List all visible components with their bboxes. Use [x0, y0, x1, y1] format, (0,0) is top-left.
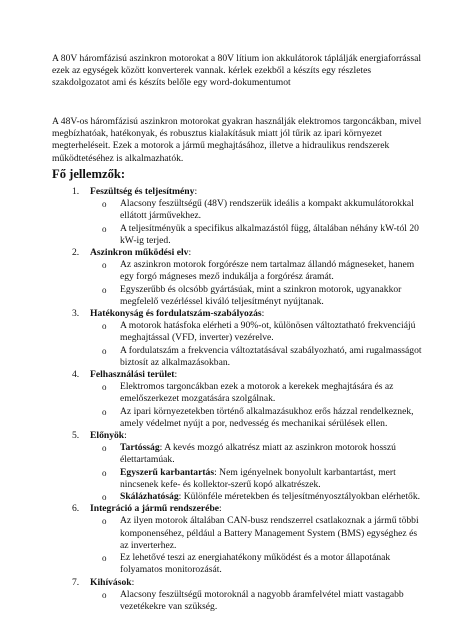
feature-title: Előnyök: [90, 430, 125, 442]
feature-title: Feszültség és teljesítmény: [90, 186, 195, 197]
feature-bullet-list: [90, 589, 424, 613]
bullet-icon: o: [102, 260, 107, 271]
feature-bullet-list: [90, 442, 424, 503]
feature-item: 3. Hatékonyság és fordulatszám-szabályozás: o A motorok hatásfoka elérheti a 90%-ot, különösen változtatható frekvenciájú meghajtással (VFD, inverter) vezérelve. o A fordulatszám a frekvencia változtatásával szabályozható, ami rugalmasságot biztosít az alkalmazásokban.: [52, 308, 424, 369]
feature-number: 2.: [72, 247, 80, 259]
feature-item: 4. Felhasználási terület: o Elektromos targoncákban ezek a motorok a kerekek meghajtására és az emelőszerkezet mozgatására szolgálnak. o Az ipari környezetekben történő alkalmazásukhoz erős házzal rendelkeznek, amely védelmet nyújt a por, nedvesség és mechanikai sérülések ellen.: [52, 369, 424, 430]
bullet-icon: o: [102, 492, 107, 503]
bullet-item: [90, 198, 424, 222]
bullet-item: [90, 259, 424, 283]
bullet-text: Egyszerűbb és olcsóbb gyártásúak, mint a szinkron motorok, ugyanakkor megfelelő vezérléssel kiváló teljesítményt nyújtanak.: [120, 283, 402, 307]
bullet-icon: o: [102, 516, 107, 527]
bullet-item: [90, 406, 424, 430]
feature-item: 7. Kihívások: o Alacsony feszültségű motoroknál a nagyobb áramfelvétel miatt vastagabb vezetékekre van szükség.: [52, 577, 424, 614]
feature-title: Felhasználási terület: [90, 369, 175, 381]
bullet-icon: o: [102, 284, 107, 295]
bullet-icon: o: [102, 406, 107, 417]
feature-item: 5. Előnyök: o Tartósság: A kevés mozgó alkatrész miatt az aszinkron motorok hosszú élettartamúak. o Egyszerű karbantartás: Nem igényelnek bonyolult karbantartást, mert nincsenek kefe- és kollektor-szerű kopó alkatrészek. o Skálázhatóság: Különféle méretekben és teljesítményosztályokban elérhetők.: [52, 430, 424, 503]
bullet-item: [90, 552, 424, 576]
feature-bullet-list: [90, 320, 424, 369]
bullet-item: [90, 320, 424, 344]
feature-number: 1.: [72, 186, 80, 197]
bullet-lead: Skálázhatóság: [120, 491, 179, 503]
bullet-lead: Tartósság: [120, 442, 160, 454]
intro-paragraph: A 80V háromfázisú aszinkron motorokat a 80V lítium ion akkulátorok táplálják energiaforrással ezek az egységek között konverterek vannak. kérlek ezekből a készíts egy részletes szakdolgozatot ami és készíts belőle egy word-dokumentumot: [52, 53, 422, 89]
bullet-icon: o: [102, 467, 107, 478]
feature-bullet-list: [90, 259, 424, 308]
section-heading: Fő jellemzők:: [52, 167, 126, 181]
feature-item: 1. Feszültség és teljesítmény: o Alacsony feszültségű (48V) rendszerük ideális a kompakt akkumulátorokkal ellátott járművekhez. o A teljesítményük a specifikus alkalmazástól függ, általában néhány kW-tól 20 kW-ig terjed.: [52, 186, 424, 247]
feature-item: 2. Aszinkron működési elv: o Az aszinkron motorok forgórésze nem tartalmaz állandó mágneseket, hanem egy forgó mágneses mező indukálja a forgórész áramát. o Egyszerűbb és olcsóbb gyártásúak, mint a szinkron motorok, ugyanakkor megfelelő vezérléssel kiváló teljesítményt nyújtanak.: [52, 247, 424, 308]
feature-bullet-list: [90, 515, 424, 576]
bullet-text: Nem igényelnek bonyolult karbantartást, mert nincsenek kefe- és kollektor-szerű kopó alkatrészek.: [120, 466, 396, 490]
feature-item: 6. Integráció a jármű rendszerébe: o Az ilyen motorok általában CAN-busz rendszerrel csatlakoznak a jármű többi komponenséhez, például a Battery Management System (BMS) egységhez és az inverterhez. o Ez lehetővé teszi az energiahatékony működést és a motor állapotának folyamatos monitorozását.: [52, 503, 424, 576]
bullet-text: A teljesítményük a specifikus alkalmazástól függ, általában néhány kW-tól 20 kW-ig terjed.: [120, 222, 419, 246]
feature-number: 7.: [72, 576, 80, 588]
feature-number: 4.: [72, 369, 80, 381]
feature-bullet-list: [90, 198, 424, 247]
bullet-item: [90, 284, 424, 308]
bullet-icon: o: [102, 223, 107, 234]
feature-title: Aszinkron működési elv: [90, 247, 189, 259]
feature-number: 6.: [72, 503, 80, 515]
feature-title: Integráció a jármű rendszerébe: [90, 503, 220, 515]
bullet-item: o Egyszerű karbantartás: Nem igényelnek bonyolult karbantartást, mert nincsenek kefe- és kollektor-szerű kopó alkatrészek.: [102, 466, 396, 490]
bullet-icon: o: [102, 382, 107, 393]
bullet-text: A fordulatszám a frekvencia változtatásával szabályozható, ami rugalmasságot biztosít az alkalmazásokban.: [120, 344, 422, 368]
bullet-icon: o: [102, 589, 107, 600]
bullet-text: Elektromos targoncákban ezek a motorok a kerekek meghajtására és az emelőszerkezet mozgatására szolgálnak.: [120, 381, 394, 405]
feature-number: 5.: [72, 430, 80, 442]
feature-bullet-list: [90, 381, 424, 430]
feature-title: Hatékonyság és fordulatszám-szabályozás: [90, 308, 262, 320]
bullet-item: o Skálázhatóság: Különféle méretekben és teljesítményosztályokban elérhetők.: [102, 491, 421, 503]
bullet-item: [90, 381, 424, 405]
bullet-text: A motorok hatásfoka elérheti a 90%-ot, különösen változtatható frekvenciájú meghajtással (VFD, inverter) vezérelve.: [120, 320, 416, 344]
bullet-icon: o: [102, 443, 107, 454]
bullet-text: Az aszinkron motorok forgórésze nem tartalmaz állandó mágneseket, hanem egy forgó mágneses mező indukálja a forgórész áramát.: [120, 259, 415, 283]
bullet-text: Alacsony feszültségű motoroknál a nagyobb áramfelvétel miatt vastagabb vezetékekre van szükség.: [120, 588, 404, 612]
bullet-item: [90, 515, 424, 552]
bullet-text: Az ilyen motorok általában CAN-busz rendszerrel csatlakoznak a jármű többi komponenséhez, például a Battery Management System (BMS) egységhez és az inverterhez.: [120, 515, 419, 551]
bullet-icon: o: [102, 321, 107, 332]
description-paragraph: A 48V-os háromfázisú aszinkron motorokat gyakran használják elektromos targoncákban, mivel megbízhatóak, hatékonyak, és robusztus kialakításuk miatt jól tűrik az ipari környezet megterheléseit. Ezek a motorok a jármű meghajtásához, illetve a hidraulikus rendszerek működtetéséhez is alkalmazhatók.: [52, 116, 422, 164]
bullet-item: [90, 345, 424, 369]
bullet-text: A kevés mozgó alkatrész miatt az aszinkron motorok hosszú élettartamúak.: [120, 442, 396, 466]
bullet-lead: Egyszerű karbantartás: [120, 466, 215, 478]
bullet-item: o Tartósság: A kevés mozgó alkatrész miatt az aszinkron motorok hosszú élettartamúak.: [102, 442, 396, 466]
bullet-text: Különféle méretekben és teljesítményosztályokban elérhetők.: [183, 491, 421, 503]
bullet-icon: o: [102, 199, 107, 210]
feature-number: 3.: [72, 308, 80, 320]
bullet-text: Alacsony feszültségű (48V) rendszerük ideális a kompakt akkumulátorokkal ellátott járművekhez.: [120, 198, 414, 222]
bullet-text: Ez lehetővé teszi az energiahatékony működést és a motor állapotának folyamatos monitorozását.: [120, 552, 391, 576]
bullet-item: [90, 223, 424, 247]
feature-title: Kihívások: [90, 576, 132, 588]
features-list: [52, 186, 424, 613]
bullet-icon: o: [102, 553, 107, 564]
bullet-item: [90, 589, 424, 613]
bullet-icon: o: [102, 345, 107, 356]
bullet-text: Az ipari környezetekben történő alkalmazásukhoz erős házzal rendelkeznek, amely védelmet nyújt a por, nedvesség és mechanikai sérülések ellen.: [120, 405, 414, 429]
